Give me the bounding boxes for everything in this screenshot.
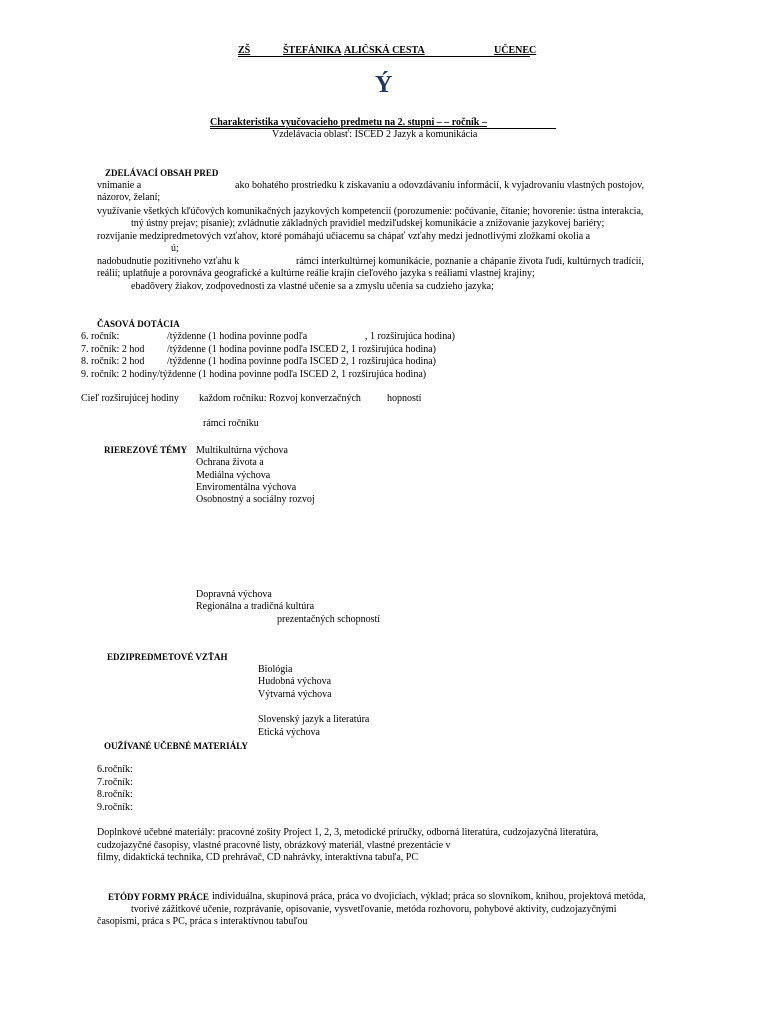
content-line: rozvíjanie medzipredmetových vzťahov, ktoré pomáhajú učiacemu sa chápať vzťahy medzi jednotlivými zložkami okolia a: [97, 231, 591, 242]
content-line: reálií; uplatňuje a porovnáva geografické a kultúrne reálie krajín cieľového jazyka s reáliami vlastnej krajiny;: [97, 268, 535, 279]
content-line: názorov, želaní;: [97, 192, 161, 203]
supplementary-text: cudzojazyčné časopisy, vlastné pracovné listy, obrázkový materiál, vlastné prezentácie v: [97, 840, 451, 851]
time-row-text: /týždenne (1 hodina povinne podľa: [167, 331, 308, 342]
school-label: ZŠ: [238, 45, 251, 56]
relation-item: Slovenský jazyk a literatúra: [258, 714, 370, 725]
time-row-text: , 1 rozširujúca hodina): [365, 331, 455, 342]
content-line: využívanie všetkých kľúčových komunikačných jazykových kompetencií (porozumenie: počúvanie, čítanie; hovorenie: ústna interakcia,: [97, 206, 644, 217]
section-heading-content: ZDELÁVACÍ OBSAH PRED: [105, 168, 219, 178]
school-name: ŠTEFÁNIKA: [283, 45, 342, 56]
topic-item: Multikultúrna výchova: [196, 445, 288, 456]
methods-text: časopismi, práca s PC, práca s interaktívnou tabuľou: [97, 916, 308, 927]
content-line: tný ústny prejav; písanie); zvládnutie základných pravidiel medziľudskej komunikácie a znižovanie jazykovej bariéry;: [131, 218, 605, 229]
goal-text: hopností: [387, 393, 422, 404]
goal-text: každom ročníku: Rozvoj konverzačných: [199, 393, 361, 404]
school-street: ALIČSKÁ CESTA: [344, 45, 425, 56]
time-row-grade: 6. ročník:: [81, 331, 120, 342]
school-town: UČENEC: [494, 45, 537, 56]
topic-item: Regionálna a tradičná kultúra: [196, 601, 315, 612]
topic-item: Dopravná výchova: [196, 589, 272, 600]
subject-area: Vzdelávacia oblasť: ISCED 2 Jazyk a komunikácia: [272, 129, 478, 140]
methods-text: tvorivé zážitkové učenie, rozprávanie, opisovanie, vysvetľovanie, metóda rozhovoru, pohybové aktivity, cudzojazyčnými: [131, 904, 617, 915]
topic-item: Osobnostný a sociálny rozvoj: [196, 494, 315, 505]
section-heading-topics: RIEREZOVÉ TÉMY: [104, 445, 188, 455]
material-grade: 8.ročník:: [97, 789, 133, 800]
header-glyph: Ý: [375, 72, 393, 98]
content-line: vnímanie a: [97, 180, 142, 191]
time-row-text: /týždenne (1 hodina povinne podľa ISCED 2, 1 rozširujúca hodina): [167, 344, 436, 355]
section-heading-methods: ETÓDY FORMY PRÁCE: [108, 892, 209, 902]
relation-item: Výtvarná výchova: [258, 689, 332, 700]
goal-text: rámci ročníku: [203, 418, 259, 429]
content-line: ebadôvery žiakov, zodpovednosti za vlastné učenie sa a zmyslu učenia sa cudzieho jazyka;: [131, 281, 494, 292]
section-heading-time: ČASOVÁ DOTÁCIA: [97, 319, 180, 329]
topic-item: Enviromentálna výchova: [196, 482, 297, 493]
material-grade: 6.ročník:: [97, 764, 133, 775]
relation-item: Biológia: [258, 664, 293, 675]
section-heading-materials: OUŽÍVANÉ UČEBNÉ MATERIÁLY: [104, 741, 248, 751]
time-row-grade: 9. ročník: 2 hodiny/týždenne (1 hodina povinne podľa ISCED 2, 1 rozširujúca hodina): [81, 369, 427, 380]
header-underline: [238, 56, 530, 57]
content-line: nadobudnutie pozitívneho vzťahu k: [97, 256, 240, 267]
time-row-grade: 7. ročník: 2 hod: [81, 344, 145, 355]
supplementary-text: filmy, didaktická technika, CD prehrávač, CD nahrávky, interaktívna tabuľa, PC: [97, 852, 419, 863]
page-title: Charakteristika vyučovacieho predmetu na 2. stupni – – ročník –: [210, 117, 487, 128]
methods-text: individuálna, skupinová práca, práca vo dvojiciach, výklad; práca so slovníkom, knihou, projektová metóda,: [212, 891, 646, 902]
material-grade: 9.ročník:: [97, 802, 133, 813]
time-row-text: /týždenne (1 hodina povinne podľa ISCED 2, 1 rozširujúca hodina): [167, 356, 436, 367]
relation-item: Hudobná výchova: [258, 676, 332, 687]
topic-extra: prezentačných schopností: [277, 614, 381, 625]
content-line: ú;: [171, 243, 179, 254]
material-grade: 7.ročník:: [97, 777, 133, 788]
content-line: rámci interkultúrnej komunikácie, poznanie a chápanie života ľudí, kultúrnych tradícií,: [296, 256, 644, 267]
section-heading-relations: EDZIPREDMETOVÉ VZŤAH: [107, 652, 228, 662]
time-row-grade: 8. ročník: 2 hod: [81, 356, 145, 367]
content-line: ako bohatého prostriedku k získavaniu a odovzdávaniu informácií, k vyjadrovaniu vlastných postojov,: [235, 180, 644, 191]
relation-item: Etická výchova: [258, 727, 320, 738]
goal-text: Cieľ rozširujúcej hodiny: [81, 393, 179, 404]
supplementary-text: Doplnkové učebné materiály: pracovné zošity Project 1, 2, 3, metodické príručky, odborná literatúra, cudzojazyčná literatúra,: [97, 827, 599, 838]
topic-item: Mediálna výchova: [196, 470, 271, 481]
topic-item: Ochrana života a: [196, 457, 264, 468]
